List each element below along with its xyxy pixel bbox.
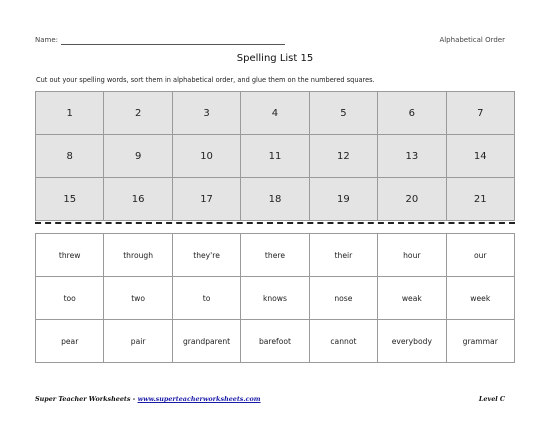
number-cell: 2 xyxy=(104,92,172,135)
number-cell: 17 xyxy=(172,178,240,221)
number-cell: 19 xyxy=(309,178,377,221)
word-card: our xyxy=(446,234,514,277)
page-title: Spelling List 15 xyxy=(236,53,314,64)
word-card: week xyxy=(446,277,514,320)
word-card: through xyxy=(104,234,172,277)
name-label: Name: xyxy=(35,36,59,44)
number-cell: 20 xyxy=(378,178,446,221)
number-cell: 12 xyxy=(309,135,377,178)
publisher-name: Super Teacher Worksheets xyxy=(35,395,131,403)
number-grid-row xyxy=(36,135,515,178)
word-grid-row xyxy=(36,320,515,363)
number-cell: 7 xyxy=(446,92,514,135)
page-footer xyxy=(35,395,505,407)
word-card: barefoot xyxy=(241,320,309,363)
word-card: everybody xyxy=(378,320,446,363)
footer-separator: - xyxy=(130,395,138,403)
number-cell: 21 xyxy=(446,178,514,221)
word-card: hour xyxy=(378,234,446,277)
word-card: too xyxy=(36,277,104,320)
word-cards-grid xyxy=(35,233,515,363)
number-cell: 16 xyxy=(104,178,172,221)
word-card: two xyxy=(104,277,172,320)
number-cell: 1 xyxy=(36,92,104,135)
number-cell: 4 xyxy=(241,92,309,135)
number-cell: 5 xyxy=(309,92,377,135)
number-cell: 6 xyxy=(378,92,446,135)
number-cell: 15 xyxy=(36,178,104,221)
worksheet-header xyxy=(35,36,505,50)
footer-credit xyxy=(35,395,261,403)
number-cell: 3 xyxy=(172,92,240,135)
word-card: weak xyxy=(378,277,446,320)
word-card: to xyxy=(172,277,240,320)
worksheet-type-label: Alphabetical Order xyxy=(439,36,505,44)
number-cell: 18 xyxy=(241,178,309,221)
number-grid-row xyxy=(36,178,515,221)
word-card: knows xyxy=(241,277,309,320)
number-cell: 9 xyxy=(104,135,172,178)
number-cell: 8 xyxy=(36,135,104,178)
name-write-line xyxy=(61,44,285,45)
word-card: nose xyxy=(309,277,377,320)
word-card: there xyxy=(241,234,309,277)
word-card: they're xyxy=(172,234,240,277)
word-card: grammar xyxy=(446,320,514,363)
word-card: their xyxy=(309,234,377,277)
word-card: threw xyxy=(36,234,104,277)
number-cell: 14 xyxy=(446,135,514,178)
word-card: cannot xyxy=(309,320,377,363)
numbered-squares-grid xyxy=(35,91,515,221)
word-card: pair xyxy=(104,320,172,363)
dashed-cut-line xyxy=(35,222,515,224)
instructions-text: Cut out your spelling words, sort them in alphabetical order, and glue them on the numbered squares. xyxy=(36,76,375,84)
website-link[interactable]: www.superteacherworksheets.com xyxy=(137,395,261,403)
number-cell: 10 xyxy=(172,135,240,178)
number-cell: 11 xyxy=(241,135,309,178)
word-grid-row xyxy=(36,277,515,320)
word-card: grandparent xyxy=(172,320,240,363)
level-label: Level C xyxy=(478,395,505,403)
word-grid-row xyxy=(36,234,515,277)
number-grid-row xyxy=(36,92,515,135)
number-cell: 13 xyxy=(378,135,446,178)
word-card: pear xyxy=(36,320,104,363)
